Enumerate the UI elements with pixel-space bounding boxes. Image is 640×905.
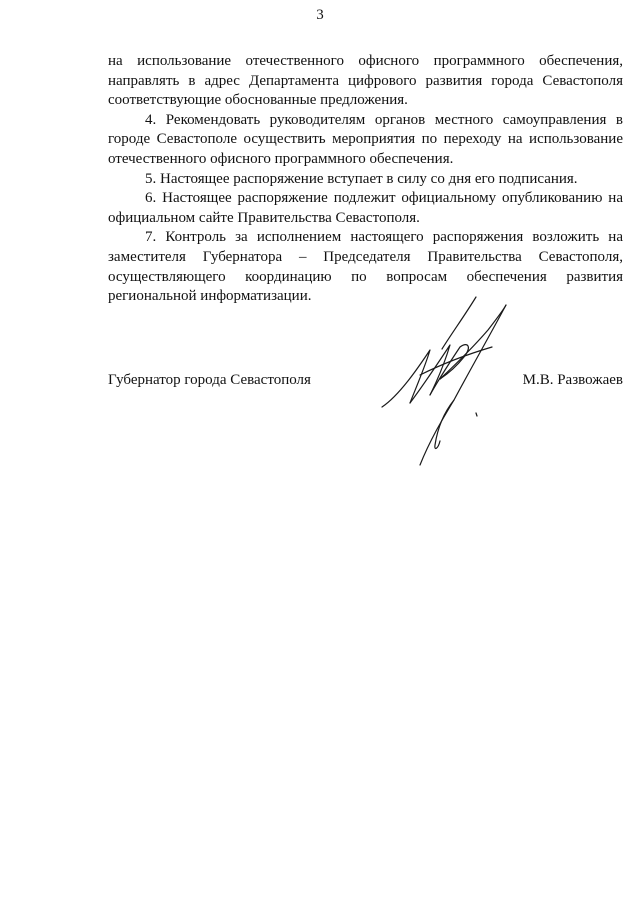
document-body [108, 52, 623, 307]
signature-stroke [382, 350, 430, 407]
paragraph-item-4: 4. Рекомендовать руководителям органов местного самоуправления в городе Севастополе осуществить мероприятия по переходу на использование отечественного офисного программного обеспечения. [108, 111, 623, 167]
signature-stroke [435, 400, 454, 448]
signature-stroke [420, 305, 506, 465]
paragraph-item-5: 5. Настоящее распоряжение вступает в силу со дня его подписания. [145, 170, 578, 187]
signature-stroke [442, 297, 476, 349]
signatory-name: М.В. Развожаев [522, 372, 623, 388]
page-number: 3 [316, 7, 324, 23]
handwritten-signature [380, 295, 530, 475]
paragraph-item-7: 7. Контроль за исполнением настоящего распоряжения возложить на заместителя Губернатора – Председателя Правительства Севастополя, осуществляющего координацию по вопросам обеспечения развития региональной информатизации. [108, 229, 623, 305]
signatory-title: Губернатор города Севастополя [108, 372, 311, 388]
paragraph-item-6: 6. Настоящее распоряжение подлежит официальному опубликованию на официальном сайте Правительства Севастополя. [108, 190, 623, 226]
signature-stroke [440, 305, 506, 379]
paragraph-continuation: на использование отечественного офисного программного обеспечения, направлять в адрес Департамента цифрового развития города Севастополя соответствующие обоснованные предложения. [108, 53, 623, 109]
signature-stroke [476, 413, 477, 416]
